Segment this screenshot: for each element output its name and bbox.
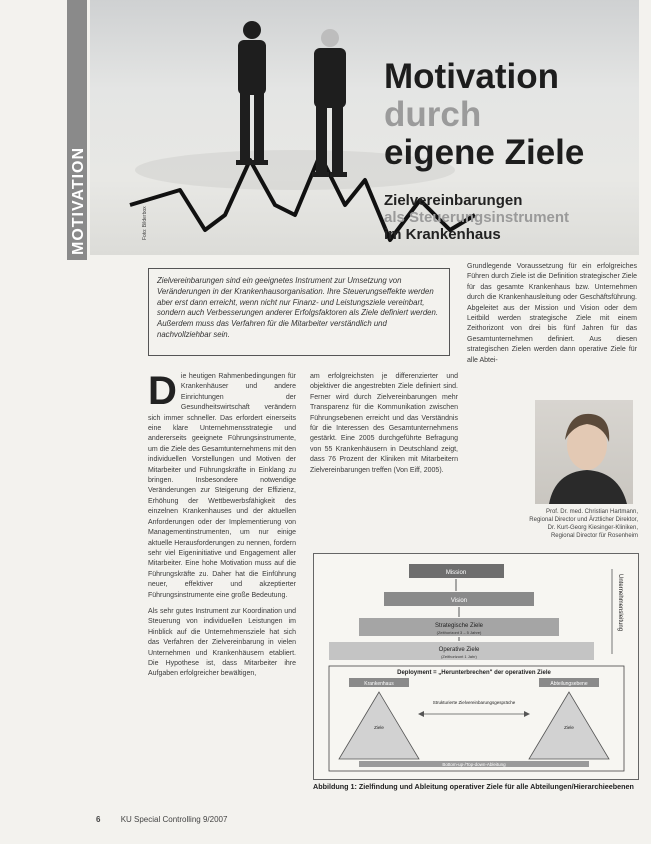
pyramid-right-label: Abteilungsebene (550, 681, 588, 687)
figure-diagram (313, 553, 639, 780)
deployment-title: Deployment = „Herunterbrechen" der operativen Ziele (397, 670, 551, 676)
title-line-2: durch (384, 95, 482, 134)
pyramid-right-item: Ziele (564, 725, 574, 730)
subtitle-line-1: Zielvereinbarungen (384, 192, 523, 209)
article-title (384, 58, 634, 172)
section-label: MOTIVATION (70, 146, 87, 255)
photo-credit: Foto: Bilderbox (142, 206, 148, 240)
level-label-vision: Vision (450, 598, 468, 604)
bottom-label: Bottom-up-/Top-down-Ableitung (442, 762, 506, 767)
middle-label: Strukturierte Zielvereinbarungsgespräche (432, 700, 516, 705)
journal-name: KU Special Controlling 9/2007 (120, 815, 228, 824)
title-line-1: Motivation (384, 57, 559, 96)
body-column-3: Grundlegende Voraussetzung für ein erfolgreiches Führen durch Ziele ist die Definition strategischer Ziele für das gesamte Krankenhaus bzw. Unternehmen durch die Krankenhausleitung oder Geschäftsführung. Abgeleitet aus der Mission und Vision oder dem Leitbild werden strategische Ziele mit einem Zeithorizont von drei bis fünf Jahren für das Gesamtunternehmen definiert. Aus diesen strategischen Zielen werden dann operative Ziele für alle Abtei- (467, 263, 637, 364)
title-line-3: eigene Ziele (384, 133, 585, 172)
caption-line-2: Regional Director und Ärztlicher Direktor, (529, 517, 638, 523)
body-column-2: am erfolgreichsten je differenzierter und objektiver die angestrebten Ziele definiert sind. Ferner wird durch Zielvereinbarungen mehr Transparenz für die Kommunikation zwischen Führungsebenen erreicht und das Verständnis für die Interessen des Gesamtunternehmens gestärkt. Eine 2005 durchgeführte Befragung von 55 Krankenhäusern in Deutschland zeigt, dass 76 Prozent der Kliniken mit Mitarbeitern Zielvereinbarungen treffen (Von Eiff, 2005). (310, 373, 458, 474)
pyramid-left-item: Ziele (374, 725, 384, 730)
portrait-caption (468, 508, 638, 540)
level-sub-strategic: (Zeithorizont 3 – 5 Jahre) (436, 630, 482, 635)
side-label: Unternehmensleitung (617, 574, 623, 632)
pyramid-left-label: Krankenhaus (364, 681, 394, 687)
page-footer (96, 815, 227, 824)
subtitle-line-3: im Krankenhaus (384, 226, 501, 243)
body-text-1: ie heutigen Rahmenbedingungen für Krankenhäuser und andere Einrichtungen der Gesundheitswirtschaft verändern sich immer schneller. Das erfordert einerseits eine klare Unternehmensstrategie und andererseits geeignete Führungsinstrumente, um die Ziele des Gesamtunternehmens mit den individuellen Vorstellungen und Motiven der Mitarbeiter und Führungskräfte in Einklang zu bringen. Insbesondere notwendige Veränderungen zur Steigerung der Effizienz, Erhöhung der Wettbewerbsfähigkeit des einzelnen Krankenhauses und der aktuellen Anforderungen oder der Implementierung von Managementinstrumenten, um nur einige aktuelle Herausforderungen zu nennen, fordern sehr viel Eigeninitiative und Engagement aller Mitarbeiter. Eine hohe Motivation muss auf die Führungskräfte zu. Daher hat die Einführung neuer, effektiver und akzeptierter Führungsinstrumente eine große Bedeutung. (148, 373, 296, 599)
body-text-1b: Als sehr gutes Instrument zur Koordination und Steuerung von individuellen Leistungen im Hinblick auf die Unternehmensziele hat sich das Verfahren der Zielvereinbarung in vielen Unternehmen und Krankenhäusern etabliert. Die Hypothese ist, dass Mitarbeiter ihre Aufgaben erfolgreicher bewältigen, (148, 607, 296, 678)
level-label-operative: Operative Ziele (438, 647, 480, 653)
subtitle-line-2: als Steuerungsinstrument (384, 209, 570, 226)
author-photo-icon (535, 400, 633, 504)
page-number: 6 (96, 815, 101, 824)
caption-line-4: Regional Director für Rosenheim (550, 533, 638, 539)
caption-line-3: Dr. Kurt-Georg Kiesinger-Kliniken, (547, 525, 638, 531)
author-portrait (535, 400, 633, 504)
body-column-1 (148, 372, 296, 810)
level-label-strategic: Strategische Ziele (434, 623, 484, 629)
abstract-box: Zielvereinbarungen sind ein geeignetes Instrument zur Umsetzung von Veränderungen in der Krankenhausorganisation. Ihre Steuerungseffekte werden aber erst dann erreicht, wenn nicht nur Finanz- und Leistungsziele vereinbart, sondern auch Verbesserungen anderer Erfolgsfaktoren als Ziele definiert werden. Außerdem muss das Verfahren für die Mitarbeiter verständlich und nachvollziehbar sein. (148, 268, 450, 356)
level-label-mission: Mission (445, 570, 467, 576)
figure-caption: Abbildung 1: Zielfindung und Ableitung operativer Ziele für alle Abteilungen/Hierarchieebenen (313, 782, 634, 791)
goal-hierarchy-diagram (314, 554, 638, 779)
drop-cap: D (148, 372, 177, 413)
caption-line-1: Prof. Dr. med. Christian Hartmann, (545, 509, 638, 515)
level-sub-operative: (Zeithorizont 1 Jahr) (441, 654, 477, 659)
article-subtitle (384, 192, 644, 243)
